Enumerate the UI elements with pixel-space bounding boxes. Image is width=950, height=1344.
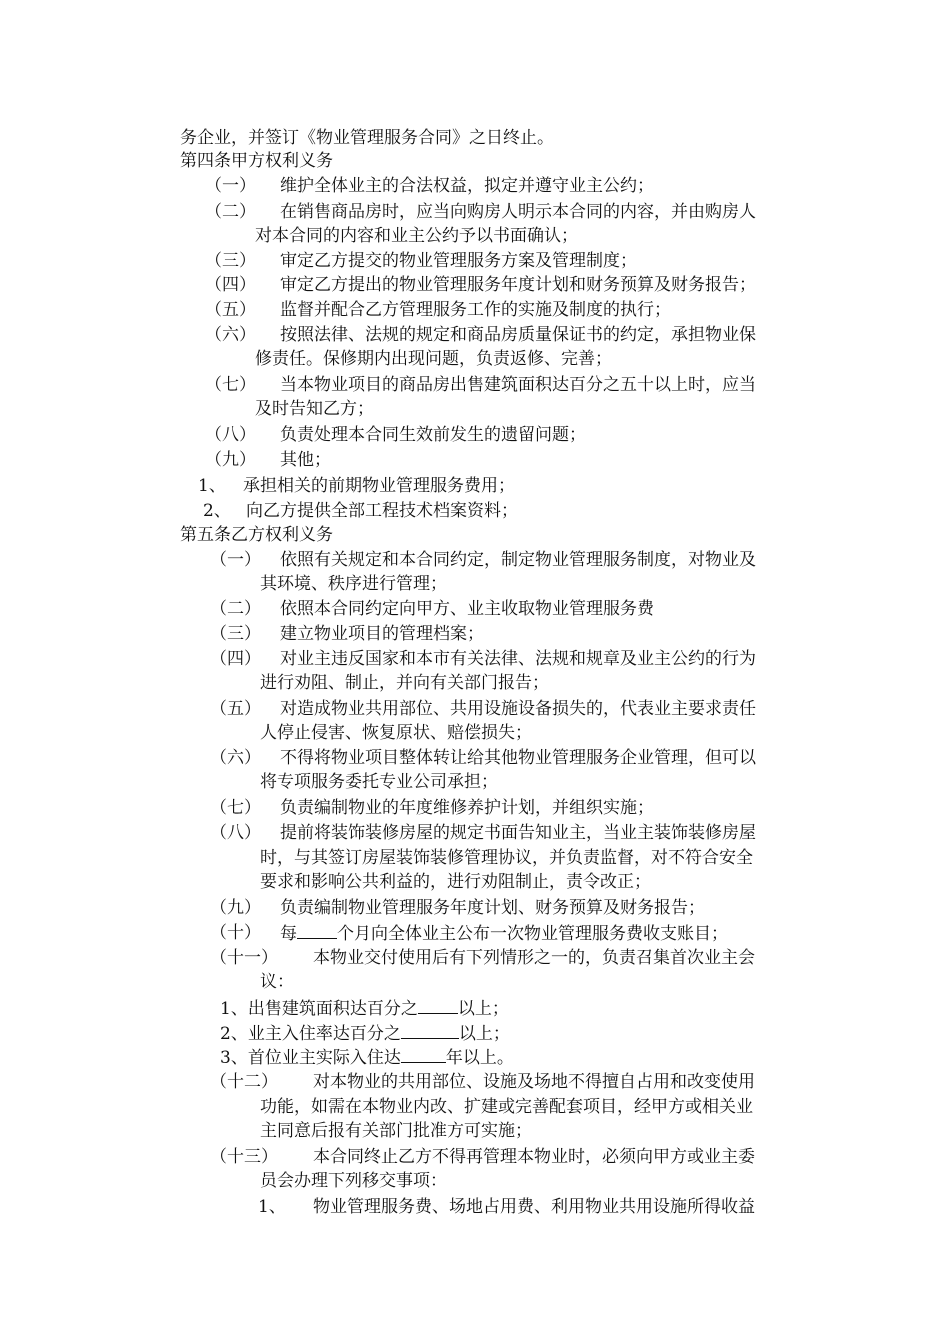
- item-text: 审定乙方提交的物业管理服务方案及管理制度；: [280, 251, 637, 271]
- item-marker: （十二）: [210, 1072, 278, 1092]
- item-text: 主同意后报有关部门批准方可实施；: [260, 1121, 532, 1141]
- item-text: 其他；: [280, 450, 331, 470]
- blank-suffix: 以上；: [457, 999, 509, 1019]
- subitem-with-blank: [220, 996, 509, 1021]
- item-text: 对本合同的内容和业主公约予以书面确认；: [255, 226, 578, 246]
- item-text: 依照有关规定和本合同约定，制定物业管理服务制度，对物业及: [280, 550, 756, 570]
- item-marker: （四）: [210, 649, 261, 669]
- item-marker: （七）: [205, 375, 256, 395]
- item-marker: （二）: [205, 202, 256, 222]
- item-text: 人停止侵害、恢复原状、赔偿损失；: [260, 723, 532, 743]
- subitem-marker: 1、: [198, 476, 226, 496]
- item-text: 对业主违反国家和本市有关法律、法规和规章及业主公约的行为: [280, 649, 756, 669]
- subitem-marker: 1、: [258, 1197, 286, 1217]
- paragraph-line: 务企业，并签订《物业管理服务合同》之日终止。: [180, 128, 554, 148]
- section-heading: 第四条甲方权利义务: [180, 151, 333, 171]
- item-marker: （三）: [210, 624, 261, 644]
- subitem-with-blank: [220, 1021, 510, 1046]
- item-text: 时，与其签订房屋装饰装修管理协议，并负责监督，对不符合安全: [260, 848, 753, 868]
- item-marker: （八）: [210, 823, 261, 843]
- item-text: 本合同终止乙方不得再管理本物业时，必须向甲方或业主委: [313, 1147, 755, 1167]
- blank-suffix: 以上；: [458, 1024, 510, 1044]
- item-marker: （八）: [205, 425, 256, 445]
- item-text: 维护全体业主的合法权益，拟定并遵守业主公约；: [280, 176, 654, 196]
- item-marker: （一）: [205, 176, 256, 196]
- item-text: 按照法律、法规的规定和商品房质量保证书的约定，承担物业保: [280, 325, 756, 345]
- item-text: 审定乙方提出的物业管理服务年度计划和财务预算及财务报告；: [280, 275, 756, 295]
- subitem-marker: 2、: [203, 501, 231, 521]
- blank-suffix: 年以上。: [445, 1048, 514, 1068]
- item-text: 不得将物业项目整体转让给其他物业管理服务企业管理，但可以: [280, 748, 756, 768]
- item-text: 本物业交付使用后有下列情形之一的，负责召集首次业主会: [313, 948, 755, 968]
- item-text: 员会办理下列移交事项：: [260, 1171, 447, 1191]
- item-marker: （九）: [210, 898, 261, 918]
- section-heading: 第五条乙方权利义务: [180, 525, 333, 545]
- fill-blank: [401, 1045, 446, 1063]
- item-marker: （二）: [210, 599, 261, 619]
- item-marker: （五）: [205, 300, 256, 320]
- item-text: 建立物业项目的管理档案；: [280, 624, 484, 644]
- subitem-with-blank: [220, 1045, 514, 1070]
- item-text: 负责编制物业管理服务年度计划、财务预算及财务报告；: [280, 898, 705, 918]
- subitem-text: 物业管理服务费、场地占用费、利用物业共用设施所得收益: [313, 1197, 755, 1217]
- item-text: 监督并配合乙方管理服务工作的实施及制度的执行；: [280, 300, 671, 320]
- fill-blank: [418, 996, 458, 1014]
- item-marker: （一）: [210, 550, 261, 570]
- item-marker: （九）: [205, 450, 256, 470]
- item-text: 进行劝阻、制止，并向有关部门报告；: [260, 673, 549, 693]
- blank-suffix: 个月向全体业主公布一次物业管理服务费收支账目；: [337, 924, 728, 944]
- item-text: 功能，如需在本物业内改、扩建或完善配套项目，经甲方或相关业: [260, 1097, 753, 1117]
- item-text: 对本物业的共用部位、设施及场地不得擅自占用和改变使用: [313, 1072, 755, 1092]
- item-text: 负责处理本合同生效前发生的遗留问题；: [280, 425, 586, 445]
- fill-blank: [297, 921, 337, 939]
- item-text: 依照本合同约定向甲方、业主收取物业管理服务费: [280, 599, 654, 619]
- item-text: 提前将装饰装修房屋的规定书面告知业主，当业主装饰装修房屋: [280, 823, 756, 843]
- item-marker: （十）: [210, 923, 261, 943]
- item-text: 议：: [260, 972, 294, 992]
- item-text: 将专项服务委托专业公司承担；: [260, 772, 498, 792]
- blank-prefix: 每: [280, 924, 297, 944]
- item-marker: （六）: [210, 748, 261, 768]
- blank-prefix: 1、出售建筑面积达百分之: [220, 999, 418, 1019]
- blank-prefix: 3、首位业主实际入住达: [220, 1048, 401, 1068]
- item-text: 在销售商品房时，应当向购房人明示本合同的内容，并由购房人: [280, 202, 756, 222]
- item-text: 及时告知乙方；: [255, 399, 374, 419]
- item-marker: （十一）: [210, 948, 278, 968]
- item-text: 其环境、秩序进行管理；: [260, 574, 447, 594]
- item-marker: （三）: [205, 251, 256, 271]
- blank-prefix: 2、业主入住率达百分之: [220, 1024, 401, 1044]
- fill-blank: [401, 1021, 459, 1039]
- item-text: 当本物业项目的商品房出售建筑面积达百分之五十以上时，应当: [280, 375, 756, 395]
- item-marker: （十三）: [210, 1147, 278, 1167]
- subitem-text: 向乙方提供全部工程技术档案资料；: [246, 501, 518, 521]
- item-marker: （五）: [210, 699, 261, 719]
- item-marker: （四）: [205, 275, 256, 295]
- item-text: 要求和影响公共利益的，进行劝阻制止，责令改正；: [260, 872, 651, 892]
- item-text: 修责任。保修期内出现问题，负责返修、完善；: [255, 349, 612, 369]
- item-text: 负责编制物业的年度维修养护计划，并组织实施；: [280, 798, 654, 818]
- subitem-text: 承担相关的前期物业管理服务费用；: [243, 476, 515, 496]
- item-text-with-blank: [280, 921, 728, 946]
- item-marker: （七）: [210, 798, 261, 818]
- item-marker: （六）: [205, 325, 256, 345]
- item-text: 对造成物业共用部位、共用设施设备损失的，代表业主要求责任: [280, 699, 756, 719]
